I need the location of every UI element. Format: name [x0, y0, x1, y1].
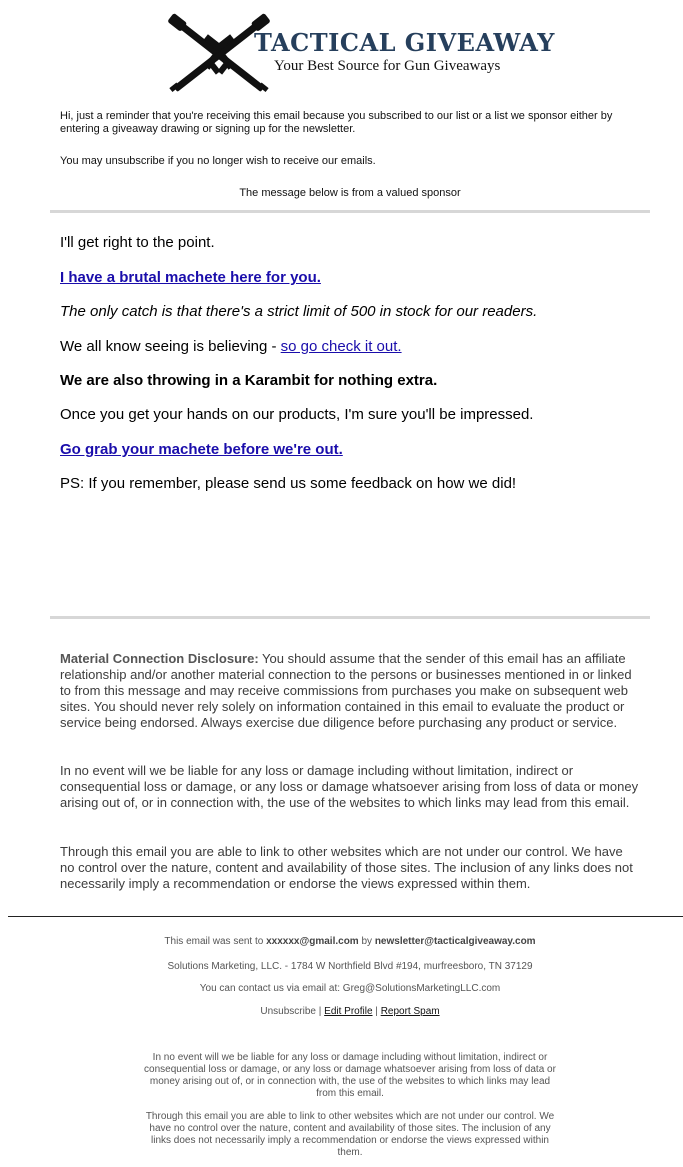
material-connection-disclosure	[60, 651, 640, 731]
grab-machete-link[interactable]: Go grab your machete before we're out.	[60, 441, 343, 458]
link-separator: |	[318, 1006, 322, 1017]
karambit-bonus-line: We are also throwing in a Karambit for nothing extra.	[60, 372, 438, 389]
sent-prefix: This email was sent to	[164, 936, 267, 947]
external-links-disclaimer: Through this email you are able to link to other websites which are not under our control. We have no control over the nature, content and availability of those sites. The inclusion of any links does not necessarily imply a recommendation or endorse the views expressed within them.	[60, 844, 633, 891]
recipient-email: xxxxxx@gmail.com	[266, 936, 359, 947]
sponsor-note: The message below is from a valued sponsor	[239, 187, 461, 199]
stock-limit-line: The only catch is that there's a strict limit of 500 in stock for our readers.	[60, 303, 538, 320]
seeing-believing-line	[60, 338, 640, 356]
impressed-line: Once you get your hands on our products, I'm sure you'll be impressed.	[60, 406, 534, 423]
brand-title: TACTICAL GIVEAWAY	[254, 28, 555, 57]
disclosure-heading: Material Connection Disclosure:	[60, 651, 259, 666]
feedback-request-line: PS: If you remember, please send us some feedback on how we did!	[60, 475, 517, 492]
ad-line	[60, 441, 640, 459]
unsubscribe-note: You may unsubscribe if you no longer wish to receive our emails.	[60, 155, 376, 167]
company-address: Solutions Marketing, LLC. - 1784 W Northfield Blvd #194, murfreesboro, TN 37129	[167, 961, 533, 972]
sent-to-line	[60, 936, 640, 948]
brand-tagline: Your Best Source for Gun Giveaways	[274, 58, 501, 74]
contact-line: You can contact us via email at: Greg@SolutionsMarketingLLC.com	[199, 983, 501, 994]
liability-disclaimer: In no event will we be liable for any loss or damage including without limitation, indirect or consequential loss or damage, or any loss or damage whatsoever arising from loss of data or money arising out of, or in connection with, the use of the websites to which links may lead from this email.	[60, 763, 639, 810]
section-divider	[50, 616, 650, 619]
footer-links	[60, 1006, 640, 1018]
link-separator: |	[375, 1006, 378, 1017]
email-header	[0, 0, 683, 105]
footer-links-disclaimer: Through this email you are able to link to other websites which are not under our control. We have no control over the nature, content and availability of those sites. The inclusion of any links does not necessarily imply a recommendation or endorse the views expressed within them.	[145, 1111, 555, 1158]
seeing-believing-text: We all know seeing is believing -	[60, 338, 281, 355]
sender-email: newsletter@tacticalgiveaway.com	[374, 936, 536, 947]
report-spam-link[interactable]: Report Spam	[380, 1006, 440, 1017]
footer-divider	[8, 916, 683, 917]
unsubscribe-text: Unsubscribe	[260, 1006, 316, 1017]
ad-line	[60, 269, 640, 287]
section-divider	[50, 210, 650, 213]
ad-intro-line: I'll get right to the point.	[60, 234, 215, 251]
footer-liability-disclaimer: In no event will we be liable for any loss or damage including without limitation, indirect or consequential loss or damage, or any loss or damage whatsoever arising from loss of data or money arising out of, or in connection with, the use of the websites to which links may lead from this email.	[144, 1052, 556, 1099]
sent-by-word: by	[358, 936, 375, 947]
edit-profile-link[interactable]: Edit Profile	[324, 1006, 373, 1017]
check-it-out-link[interactable]: so go check it out.	[280, 338, 402, 355]
subscription-reminder: Hi, just a reminder that you're receiving this email because you subscribed to our list or a list we sponsor either by entering a giveaway drawing or signing up for the newsletter.	[60, 110, 613, 135]
disclosure-text: You should assume that the sender of this email has an affiliate relationship and/or another material connection to the persons or businesses mentioned in or linked to from this message and may receive commissions from purchases you make on subsequent web sites. You should never rely solely on information contained in this email to evaluate the product or service being endorsed. Always exercise due diligence before purchasing any product or service.	[60, 651, 632, 730]
machete-offer-link[interactable]: I have a brutal machete here for you.	[60, 269, 321, 286]
